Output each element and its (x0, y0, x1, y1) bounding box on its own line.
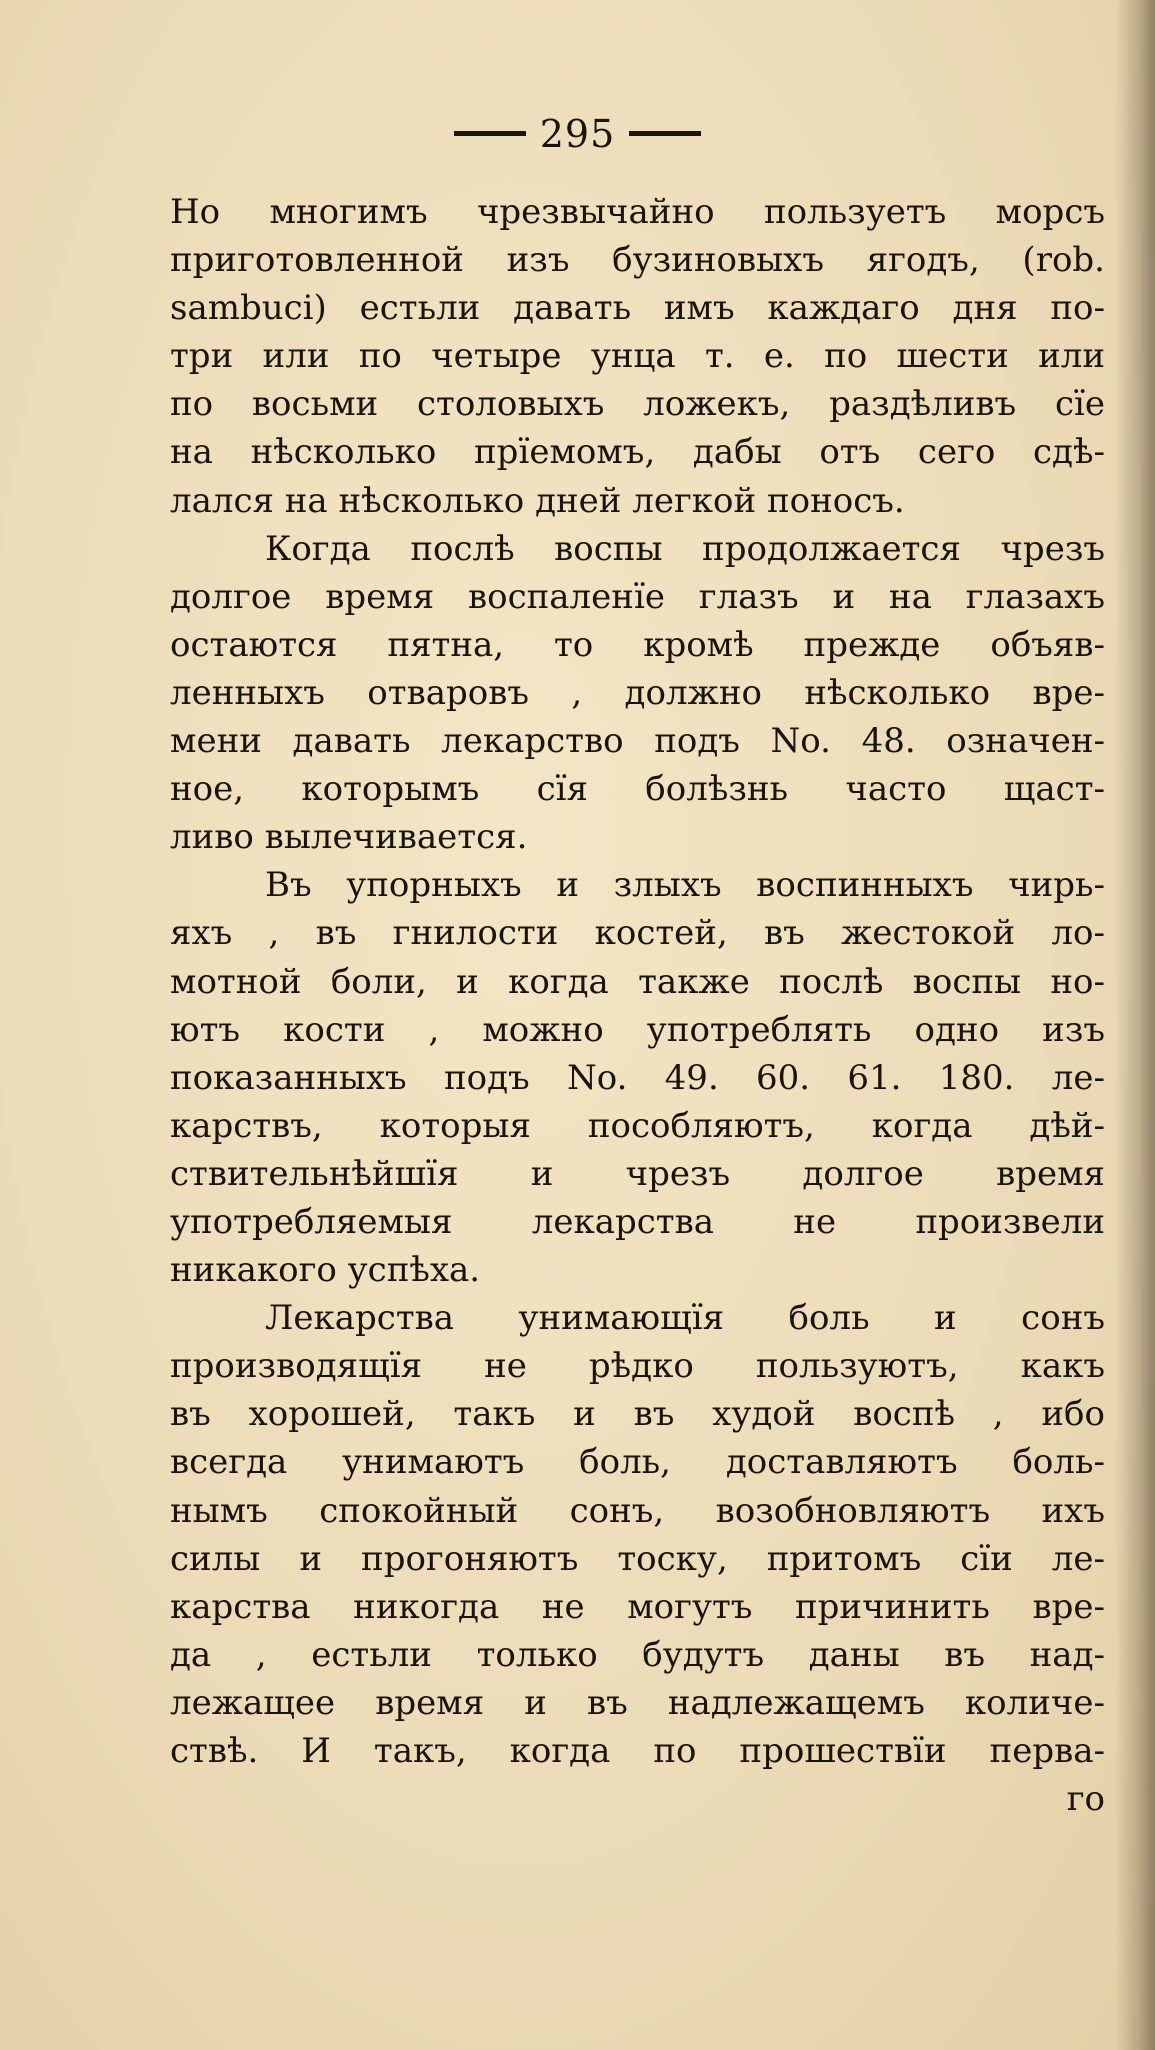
text-line: приготовленной изъ бузиновыхъ ягодъ, (rob. (170, 240, 1105, 281)
paragraph-start-line: Въ упорныхъ и злыхъ воспинныхъ чирь- (265, 865, 1105, 906)
text-line: ствѣ. И такъ, когда по прошествїи перва- (170, 1731, 1105, 1771)
text-line: карствъ, которыя пособляютъ, когда дѣй- (170, 1105, 1105, 1146)
body-text (170, 188, 1105, 1823)
text-line: sambuci) естьли давать имъ каждаго дня по- (170, 288, 1105, 329)
text-line: долгое время воспаленїе глазъ и на глазахъ (170, 576, 1105, 617)
text-line: ютъ кости , можно употреблять одно изъ (170, 1009, 1105, 1050)
text-line: мени давать лекарство подъ No. 48. означен- (170, 721, 1105, 762)
text-line: яхъ , въ гнилости костей, въ жестокой ло- (170, 913, 1105, 954)
text-line: всегда унимаютъ боль, доставляютъ боль- (170, 1442, 1105, 1483)
page-number: 295 (539, 112, 616, 156)
text-line: употребляемыя лекарства не произвели (170, 1201, 1105, 1242)
text-line: лежащее время и въ надлежащемъ количе- (170, 1682, 1105, 1723)
text-line: ное, которымъ сїя болѣзнь часто щаст- (170, 769, 1105, 810)
text-line: остаются пятна, то кромѣ прежде объяв- (170, 624, 1105, 665)
text-line: ствительнѣйшїя и чрезъ долгое время (170, 1153, 1105, 1194)
text-line: по восьми столовыхъ ложекъ, раздѣливъ сїе (170, 384, 1105, 425)
text-line: на нѣсколько прїемомъ, дабы отъ сего сдѣ- (170, 432, 1105, 473)
text-line: производящїя не рѣдко пользуютъ, какъ (170, 1346, 1105, 1387)
text-line: ливо вылечивается. (170, 817, 528, 858)
text-line: никакого успѣха. (170, 1250, 481, 1291)
page-number-header (0, 112, 1155, 156)
text-line: Но многимъ чрезвычайно пользуетъ морсъ (170, 192, 1105, 232)
text-line: три или по четыре унца т. е. по шести или (170, 336, 1105, 377)
catchword: го (1066, 1779, 1105, 1820)
text-line: лался на нѣсколько дней легкой поносъ. (170, 480, 905, 521)
right-dash (629, 131, 701, 136)
text-line: въ хорошей, такъ и въ худой воспѣ , ибо (170, 1394, 1105, 1435)
text-line: показанныхъ подъ No. 49. 60. 61. 180. ле- (170, 1057, 1105, 1098)
text-line: ленныхъ отваровъ , должно нѣсколько вре- (170, 672, 1105, 713)
text-line: да , естьли только будутъ даны въ над- (170, 1634, 1105, 1675)
paragraph-start-line: Лекарства унимающїя боль и сонъ (265, 1298, 1105, 1339)
paragraph-start-line: Когда послѣ воспы продолжается чрезъ (265, 528, 1105, 569)
text-line: карства никогда не могутъ причинить вре- (170, 1586, 1105, 1627)
left-dash (454, 131, 526, 136)
page-edge-shadow (1115, 0, 1155, 2050)
text-line: нымъ спокойный сонъ, возобновляютъ ихъ (170, 1490, 1105, 1531)
text-line: мотной боли, и когда также послѣ воспы но- (170, 961, 1105, 1002)
text-line: силы и прогоняютъ тоску, притомъ сїи ле- (170, 1538, 1105, 1579)
